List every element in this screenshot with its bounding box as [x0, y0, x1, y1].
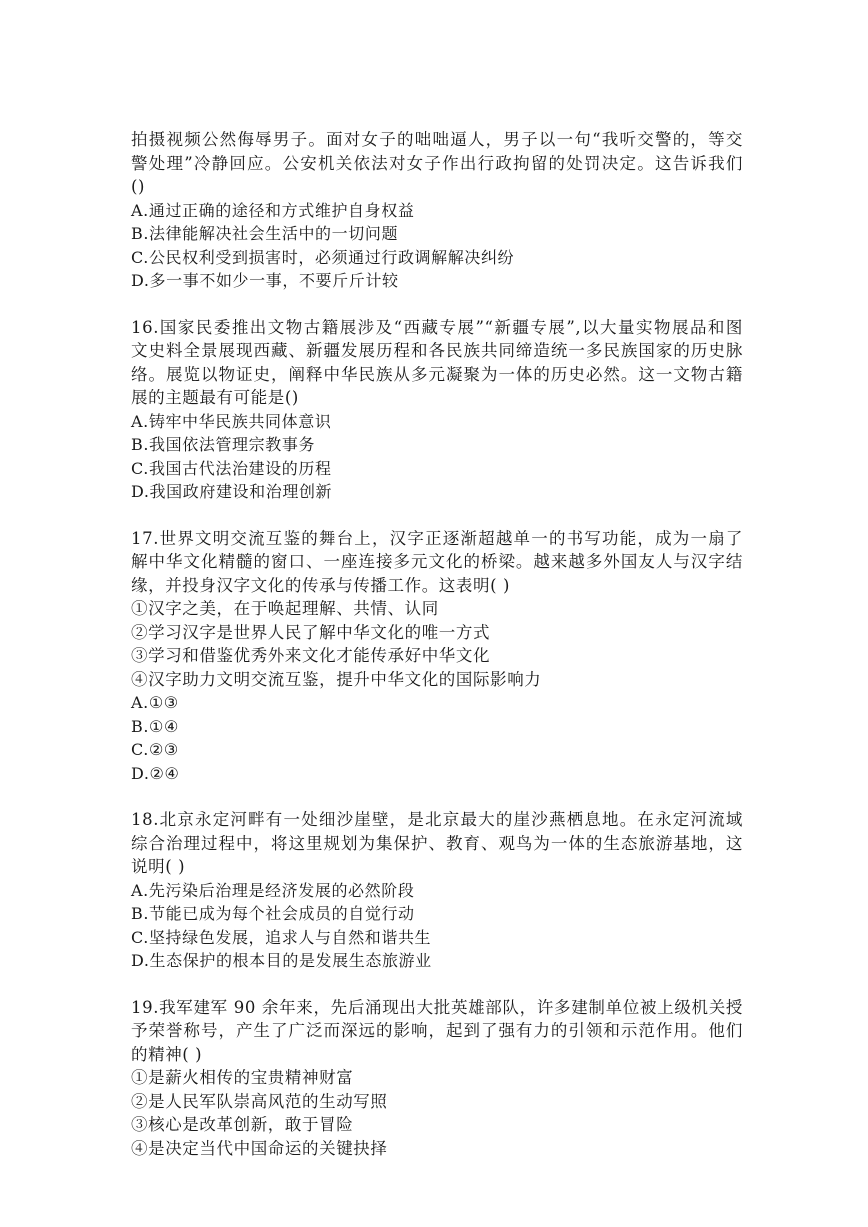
question-17 [131, 527, 743, 786]
question-15-stem-line: 警处理”冷静回应。公安机关依法对女子作出行政拘留的处罚决定。这告诉我们 [131, 153, 743, 173]
question-16-option-a: A.铸牢中华民族共同体意识 [131, 411, 332, 431]
question-16 [131, 316, 743, 504]
question-16-stem-line: 16.国家民委推出文物古籍展涉及“西藏专展”“新疆专展”,以大量实物展品和图 [131, 317, 743, 337]
question-17-statement-1: ①汉字之美，在于唤起理解、共情、认同 [131, 599, 439, 618]
document-page [131, 128, 743, 1183]
question-19 [131, 996, 743, 1161]
question-19-statement-4: ④是决定当代中国命运的关键抉择 [131, 1138, 388, 1158]
question-17-option-d: D.②④ [131, 763, 180, 783]
question-18-stem-line: 综合治理过程中，将这里规划为集保护、教育、观鸟为一体的生态旅游基地，这 [131, 833, 743, 853]
question-19-statement-2: ②是人民军队崇高风范的生动写照 [131, 1091, 388, 1111]
question-18-option-a: A.先污染后治理是经济发展的必然阶段 [131, 880, 415, 900]
question-19-statement-3: ③核心是改革创新，敢于冒险 [131, 1115, 354, 1134]
question-15 [131, 128, 743, 293]
question-19-stem-line: 予荣誉称号，产生了广泛而深远的影响，起到了强有力的引领和示范作用。他们 [131, 1021, 743, 1040]
question-17-statement-2: ②学习汉字是世界人民了解中华文化的唯一方式 [131, 622, 491, 642]
question-15-stem-line: 拍摄视频公然侮辱男子。面对女子的咄咄逼人，男子以一句“我听交警的，等交 [131, 130, 743, 149]
question-18 [131, 808, 743, 973]
question-16-stem-line: 文史料全景展现西藏、新疆发展历程和各民族共同缔造统一多民族国家的历史脉 [131, 341, 743, 360]
question-18-option-c: C.坚持绿色发展，追求人与自然和谐共生 [131, 927, 432, 947]
question-17-option-b: B.①④ [131, 716, 179, 736]
question-18-stem-line: 说明( ) [131, 857, 186, 876]
question-15-option-c: C.公民权利受到损害时，必须通过行政调解解决纠纷 [131, 247, 515, 267]
question-15-option-a: A.通过正确的途径和方式维护自身权益 [131, 200, 415, 220]
question-15-option-d: D.多一事不如少一事，不要斤斤计较 [131, 271, 399, 290]
question-18-stem-line: 18.北京永定河畔有一处细沙崖壁，是北京最大的崖沙燕栖息地。在永定河流域 [131, 810, 743, 829]
question-16-option-b: B.我国依法管理宗教事务 [131, 435, 316, 454]
question-17-statement-4: ④汉字助力文明交流互鉴，提升中华文化的国际影响力 [131, 669, 542, 689]
question-18-option-d: D.生态保护的根本目的是发展生态旅游业 [131, 951, 432, 970]
question-15-option-b: B.法律能解决社会生活中的一切问题 [131, 224, 399, 243]
question-17-option-a: A.①③ [131, 693, 179, 712]
question-17-stem-line: 解中华文化精髓的窗口、一座连接多元文化的桥梁。越来越多外国友人与汉字结 [131, 552, 743, 571]
question-15-stem-line: () [131, 177, 146, 196]
question-17-stem-line: 17.世界文明交流互鉴的舞台上，汉字正逐渐超越单一的书写功能，成为一扇了 [131, 528, 743, 548]
question-16-stem-line: 展的主题最有可能是() [131, 388, 299, 407]
question-16-stem-line: 络。展览以物证史，阐释中华民族从多元凝聚为一体的历史必然。这一文物古籍 [131, 364, 743, 384]
question-17-option-c: C.②③ [131, 740, 179, 759]
question-16-option-c: C.我国古代法治建设的历程 [131, 458, 332, 478]
question-17-statement-3: ③学习和借鉴优秀外来文化才能传承好中华文化 [131, 646, 491, 665]
question-16-option-d: D.我国政府建设和治理创新 [131, 482, 333, 501]
question-19-statement-1: ①是薪火相传的宝贵精神财富 [131, 1068, 354, 1087]
question-17-stem-line: 缘，并投身汉字文化的传承与传播工作。这表明( ) [131, 575, 511, 595]
question-18-option-b: B.节能已成为每个社会成员的自觉行动 [131, 904, 415, 923]
question-19-stem-line: 19.我军建军 90 余年来，先后涌现出大批英雄部队，许多建制单位被上级机关授 [131, 997, 743, 1017]
question-19-stem-line: 的精神( ) [131, 1044, 203, 1064]
